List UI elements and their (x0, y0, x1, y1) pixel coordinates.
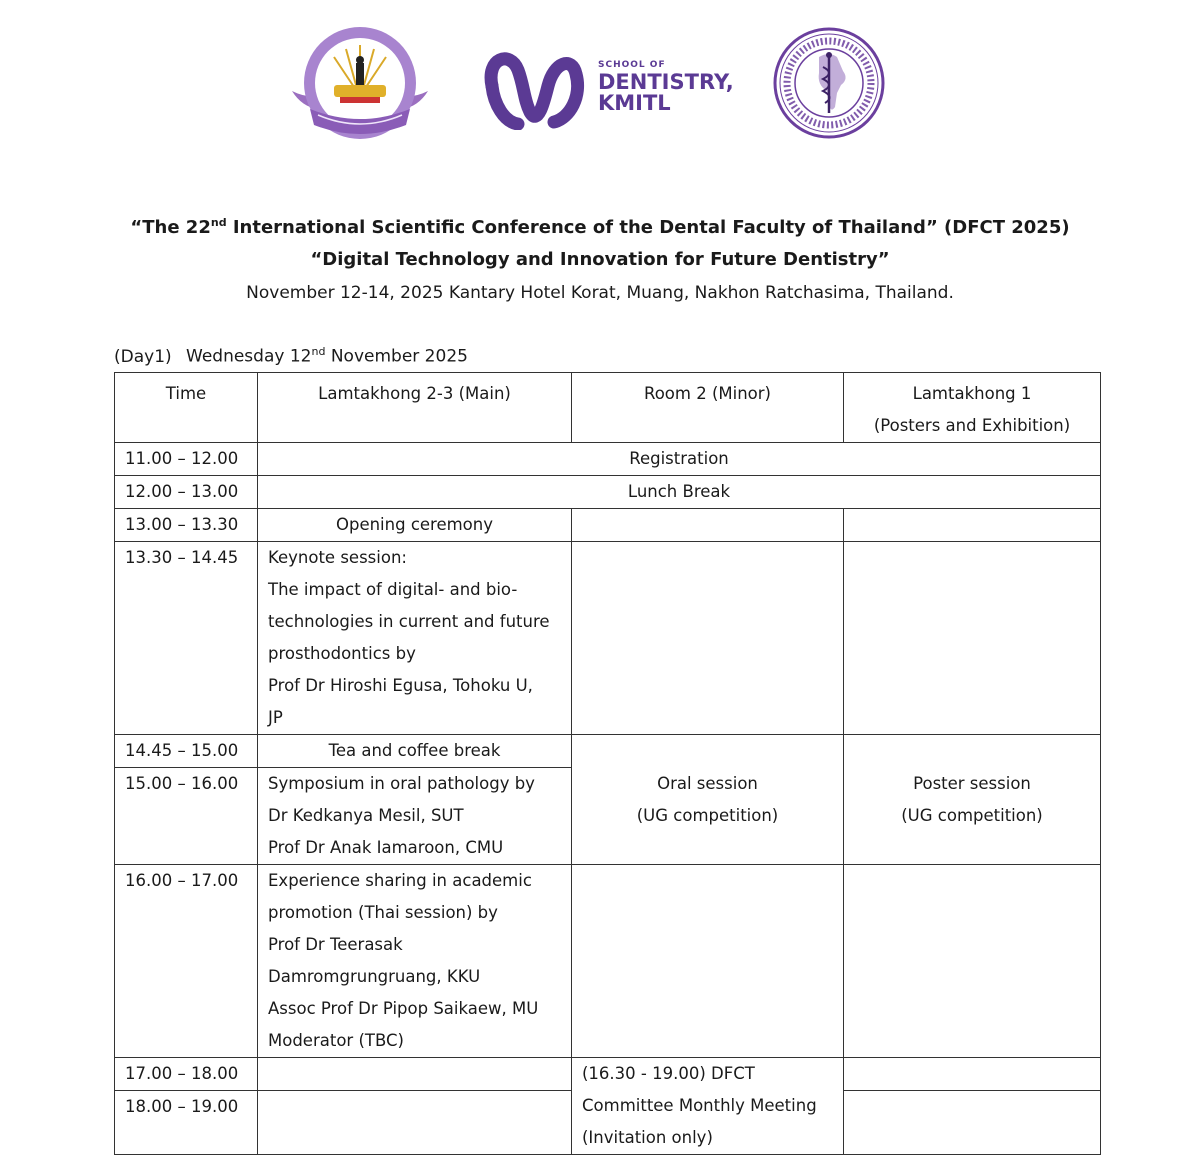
registration-cell: Registration (258, 443, 1101, 476)
empty-cell (844, 542, 1101, 735)
time-cell: 11.00 – 12.00 (115, 443, 258, 476)
day-date: Wednesday 12 (186, 346, 312, 367)
time-cell: 16.00 – 17.00 (115, 865, 258, 1058)
oral-session-cell: Oral session (UG competition) (572, 735, 844, 865)
university-seal-logo (288, 25, 432, 149)
header-minor-room: Room 2 (Minor) (572, 373, 844, 443)
dental-consortium-seal-logo (773, 27, 885, 139)
poster-session-cell: Poster session (UG competition) (844, 735, 1101, 865)
table-row (115, 542, 1101, 735)
kmitl-name: KMITL (598, 91, 671, 115)
conference-theme: “Digital Technology and Innovation for Future Dentistry” (310, 249, 890, 270)
time-cell: 15.00 – 16.00 (115, 768, 258, 865)
empty-cell (844, 1091, 1101, 1155)
empty-cell (258, 1058, 572, 1091)
empty-cell (844, 1058, 1101, 1091)
empty-cell (844, 865, 1101, 1058)
time-cell: 12.00 – 13.00 (115, 476, 258, 509)
header-poster-room: Lamtakhong 1 (Posters and Exhibition) (844, 373, 1101, 443)
empty-cell (572, 542, 844, 735)
header-main-room: Lamtakhong 2-3 (Main) (258, 373, 572, 443)
committee-meeting-cell: (16.30 - 19.00) DFCT Committee Monthly Meeting (Invitation only) (572, 1058, 844, 1155)
kmitl-school-of: SCHOOL OF (598, 60, 666, 70)
conference-title (0, 216, 1200, 238)
empty-cell (844, 509, 1101, 542)
time-cell: 13.00 – 13.30 (115, 509, 258, 542)
table-row (115, 509, 1101, 542)
time-cell: 18.00 – 19.00 (115, 1091, 258, 1155)
experience-sharing-cell: Experience sharing in academic promotion (Thai session) by Prof Dr Teerasak Damromgrungruang, KKU Assoc Prof Dr Pipop Saikaew, MU Moderator (TBC) (258, 865, 572, 1058)
tea-break-cell: Tea and coffee break (258, 735, 572, 768)
kmitl-wave-mark-logo (478, 40, 588, 130)
empty-cell (572, 509, 844, 542)
empty-cell (572, 865, 844, 1058)
opening-ceremony-cell: Opening ceremony (258, 509, 572, 542)
conference-title-part: “The 22 (130, 217, 211, 238)
conference-title-ordinal: nd (210, 216, 227, 229)
time-cell: 17.00 – 18.00 (115, 1058, 258, 1091)
time-cell: 14.45 – 15.00 (115, 735, 258, 768)
conference-title-rest: International Scientific Conference of the Dental Faculty of Thailand” (DFCT 2025) (226, 217, 1070, 238)
empty-cell (258, 1091, 572, 1155)
table-row (115, 865, 1101, 1058)
table-row (115, 443, 1101, 476)
day-heading (114, 345, 468, 367)
kmitl-dentistry: DENTISTRY, (598, 70, 734, 94)
conference-date-venue: November 12-14, 2025 Kantary Hotel Korat, Muang, Nakhon Ratchasima, Thailand. (246, 283, 954, 303)
table-header-row (115, 373, 1101, 443)
table-row (115, 1058, 1101, 1091)
day-label: (Day1) (114, 346, 172, 367)
lunch-break-cell: Lunch Break (258, 476, 1101, 509)
kmitl-wordmark-logo (598, 60, 738, 120)
symposium-cell: Symposium in oral pathology by Dr Kedkanya Mesil, SUT Prof Dr Anak Iamaroon, CMU (258, 768, 572, 865)
seal-base (334, 85, 386, 97)
keynote-session-cell: Keynote session: The impact of digital- and bio- technologies in current and future prosthodontics by Prof Dr Hiroshi Egusa, Tohoku U, JP (258, 542, 572, 735)
time-cell: 13.30 – 14.45 (115, 542, 258, 735)
header-time: Time (115, 373, 258, 443)
table-row (115, 735, 1101, 768)
day-date-rest: November 2025 (325, 346, 468, 367)
table-row (115, 476, 1101, 509)
seal-figure (356, 63, 364, 85)
schedule-table (114, 372, 1101, 1155)
day-date-ordinal: nd (311, 345, 326, 358)
